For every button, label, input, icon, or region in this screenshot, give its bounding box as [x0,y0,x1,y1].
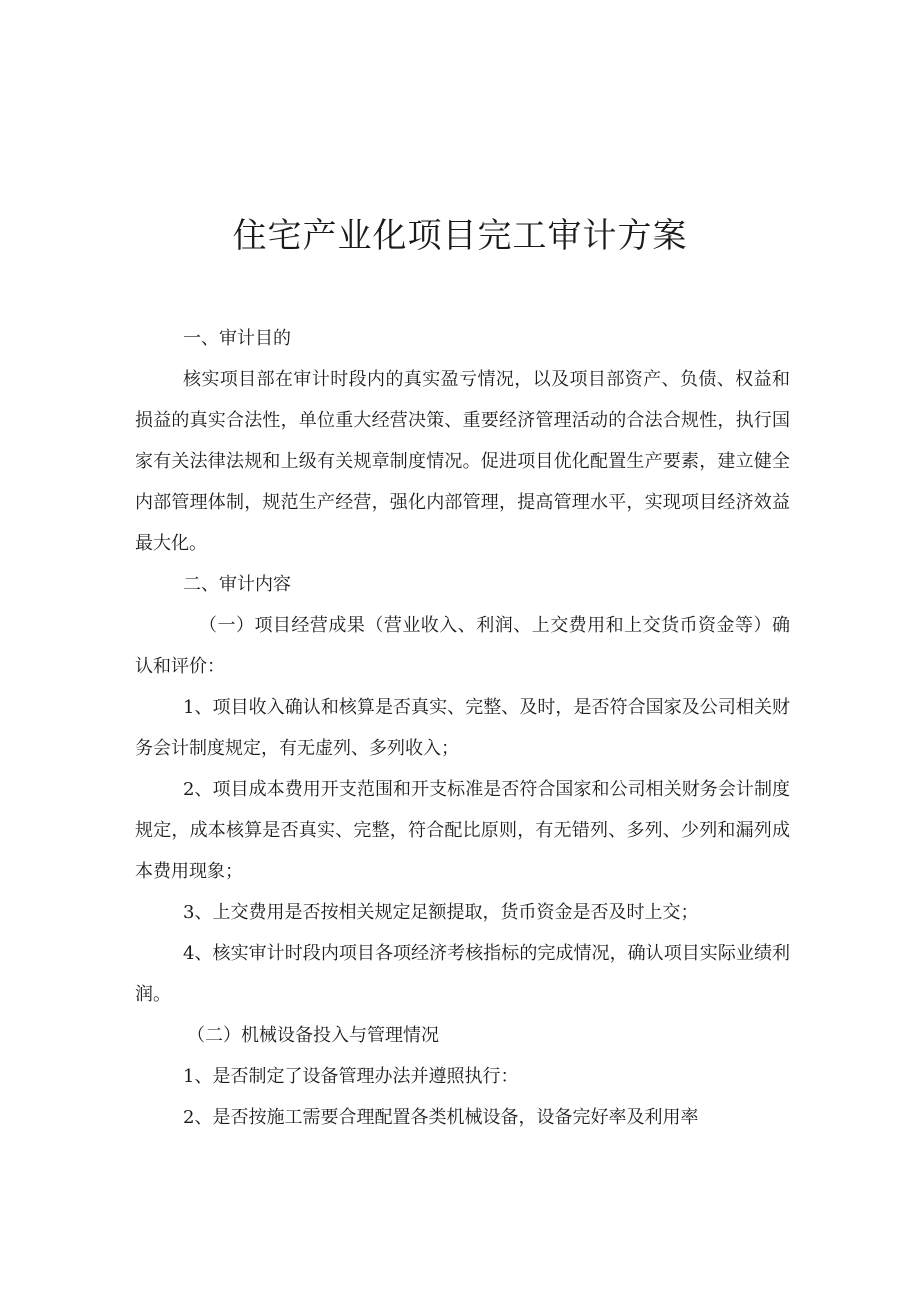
list-item: 4、核实审计时段内项目各项经济考核指标的完成情况，确认项目实际业绩利润。 [135,943,790,1005]
paragraph-purpose: 核实项目部在审计时段内的真实盈亏情况，以及项目部资产、负债、权益和损益的真实合法性，单位重大经营决策、重要经济管理活动的合法合规性，执行国家有关法律法规和上级有关规章制度情况。促进项目优化配置生产要素，建立健全内部管理体制，规范生产经营，强化内部管理，提高管理水平，实现项目经济效益最大化。 [135,369,790,554]
section-heading-purpose: 一、审计目的 [183,328,291,349]
document-body [135,318,790,1138]
list-item: 1、项目收入确认和核算是否真实、完整、及时，是否符合国家及公司相关财务会计制度规定，有无虚列、多列收入； [135,697,790,759]
list-item: 2、项目成本费用开支范围和开支标准是否符合国家和公司相关财务会计制度规定，成本核算是否真实、完整，符合配比原则，有无错列、多列、少列和漏列成本费用现象； [135,779,790,882]
list-item: 2、是否按施工需要合理配置各类机械设备，设备完好率及利用率 [183,1107,699,1128]
subsection-heading-equipment: （二）机械设备投入与管理情况 [187,1025,439,1046]
section-heading-content: 二、审计内容 [183,574,291,595]
subsection-heading-operating-results: （一）项目经营成果（营业收入、利润、上交费用和上交货币资金等）确认和评价： [135,615,790,677]
list-item: 1、是否制定了设备管理办法并遵照执行： [183,1066,519,1087]
list-item: 3、上交费用是否按相关规定足额提取，货币资金是否及时上交； [183,902,699,923]
document-title: 住宅产业化项目完工审计方案 [232,216,688,256]
